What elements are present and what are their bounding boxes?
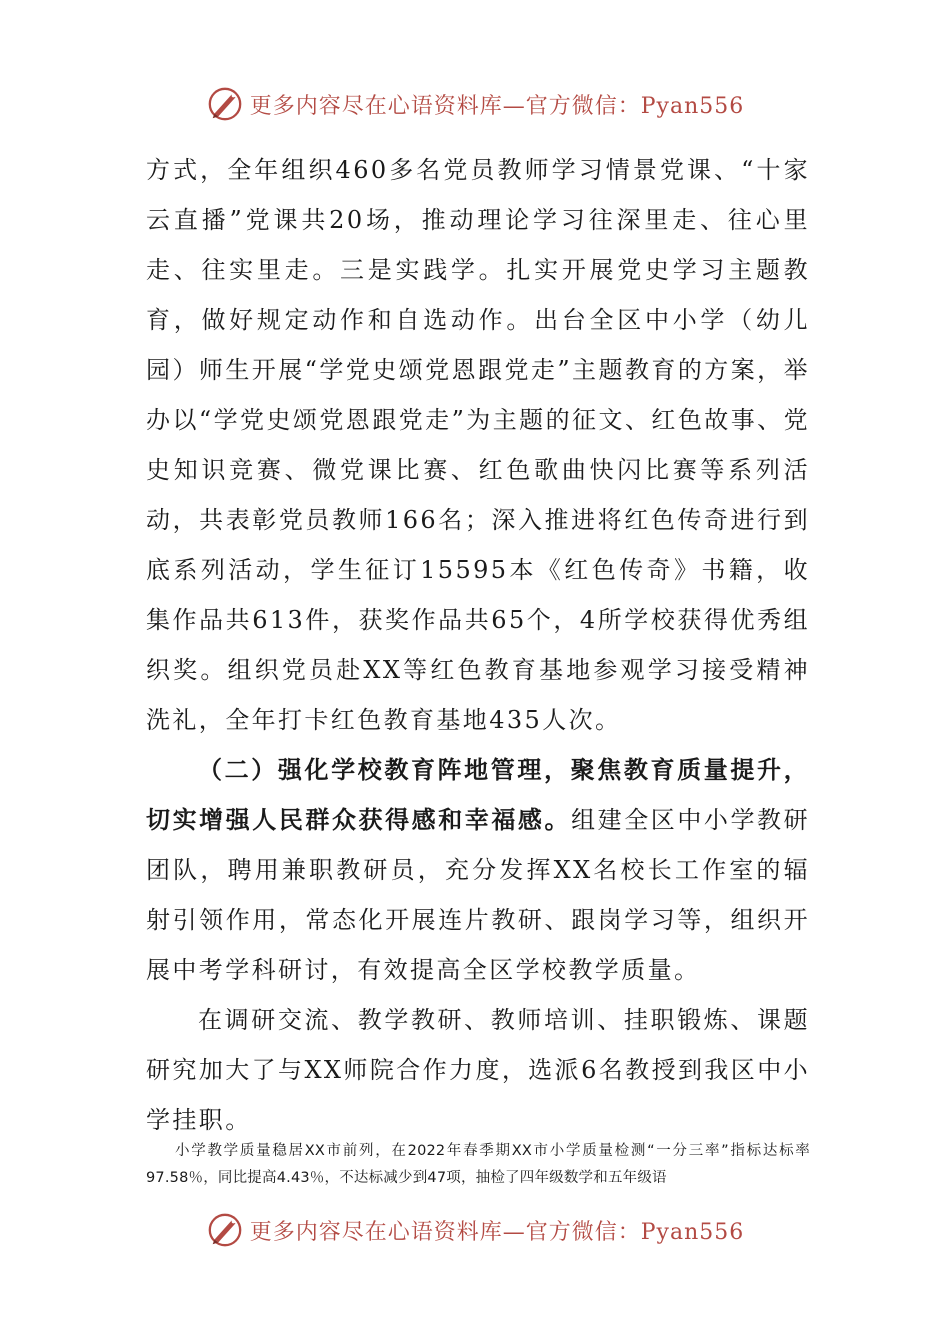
section-heading: （二）强化学校教育阵地管理，聚焦教育质量提升，切实增强人民群众获得感和幸福感。 — [146, 755, 810, 834]
paragraph-3: 在调研交流、教学教研、教师培训、挂职锻炼、课题研究加大了与XX师院合作力度，选派6名教授到我区中小学挂职。 — [146, 1006, 810, 1134]
banner-text: 更多内容尽在心语资料库—官方微信：Pyan556 — [249, 1219, 745, 1245]
document-body — [146, 145, 810, 1145]
banner-text: 更多内容尽在心语资料库—官方微信：Pyan556 — [249, 93, 745, 119]
footer-banner — [0, 1208, 950, 1252]
pen-logo-icon — [206, 1211, 244, 1249]
paragraph-2 — [146, 745, 810, 995]
paragraph-1: 方式，全年组织460多名党员教师学习情景党课、“十家云直播”党课共20场，推动理论学习往深里走、往心里走、往实里走。三是实践学。扎实开展党史学习主题教育，做好规定动作和自选动作。出台全区中小学（幼儿园）师生开展“学党史颂党恩跟党走”主题教育的方案，举办以“学党史颂党恩跟党走”为主题的征文、红色故事、党史知识竞赛、微党课比赛、红色歌曲快闪比赛等系列活动，共表彰党员教师166名；深入推进将红色传奇进行到底系列活动，学生征订15595本《红色传奇》书籍，收集作品共613件，获奖作品共65个，4所学校获得优秀组织奖。组织党员赴XX等红色教育基地参观学习接受精神洗礼，全年打卡红色教育基地435人次。 — [146, 156, 810, 734]
header-banner — [0, 82, 950, 126]
section-body: 组建全区中小学教研团队，聘用兼职教研员，充分发挥XX名校长工作室的辐射引领作用，常态化开展连片教研、跟岗学习等，组织开展中考学科研讨，有效提高全区学校教学质量。 — [146, 806, 810, 984]
footnote-text: 小学教学质量稳居XX市前列，在2022年春季期XX市小学质量检测“一分三率”指标达标率97.58％，同比提高4.43％，不达标减少到47项，抽检了四年级数学和五年级语 — [146, 1143, 810, 1186]
pen-logo-icon — [206, 85, 244, 123]
